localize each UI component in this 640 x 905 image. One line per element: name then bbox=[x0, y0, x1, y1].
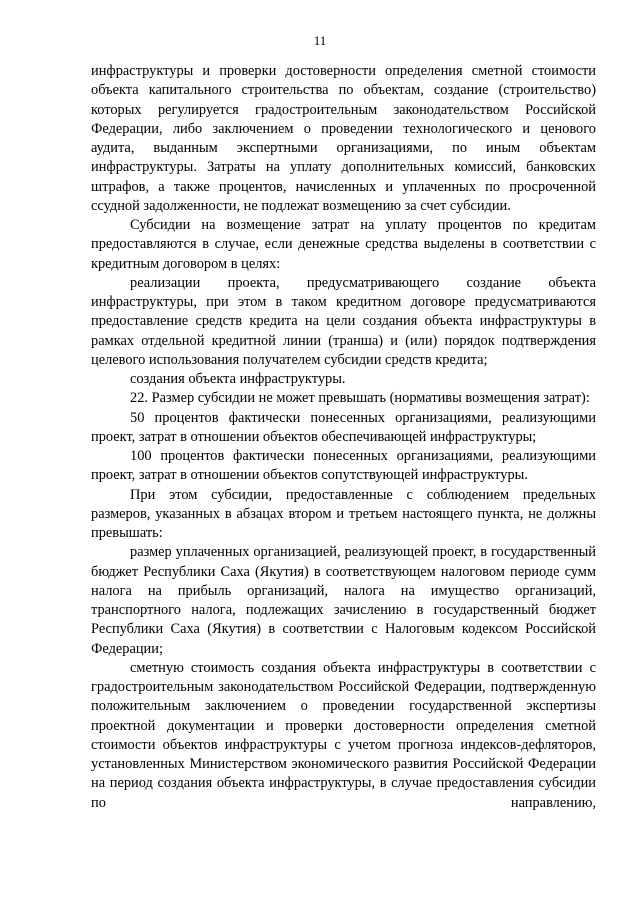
page-number: 11 bbox=[313, 33, 327, 48]
paragraph: сметную стоимость создания объекта инфраструктуры в соответствии с градостроительным законодательством Российской Федерации, подтвержденную положительным заключением о проведении государственной экспертизы проектной документации и проверки достоверности определения сметной стоимости объектов инфраструктуры с учетом прогноза индексов-дефляторов, установленных Министерством экономического развития Российской Федерации на период создания объекта инфраструктуры, в случае предоставления субсидии по направлению, bbox=[91, 659, 596, 811]
paragraph: Субсидии на возмещение затрат на уплату процентов по кредитам предоставляются в случае, если денежные средства выделены в соответствии с кредитным договором в целях: bbox=[91, 217, 596, 272]
paragraph: инфраструктуры и проверки достоверности определения сметной стоимости объекта капитального строительства по объектам, создание (строительство) которых регулируется градостроительным законодательством Российской Федерации, либо заключением о проведении технологического и ценового аудита, выданным экспертными организациями, по иным объектам инфраструктуры. Затраты на уплату дополнительных комиссий, банковских штрафов, а также процентов, начисленных и уплаченных по просроченной ссудной задолженности, не подлежат возмещению за счет субсидии. bbox=[91, 63, 596, 214]
paragraph: создания объекта инфраструктуры. bbox=[130, 371, 346, 387]
paragraph: реализации проекта, предусматривающего создание объекта инфраструктуры, при этом в таком кредитном договоре предусматриваются предоставление средств кредита на цели создания объекта инфраструктуры в рамках отдельной кредитной линии (транша) и (или) порядок подтверждения целевого использования получателем субсидии средств кредита; bbox=[91, 274, 596, 368]
paragraph: 100 процентов фактически понесенных организациями, реализующими проект, затрат в отношении объектов сопутствующей инфраструктуры. bbox=[91, 448, 596, 484]
paragraph: 50 процентов фактически понесенных организациями, реализующими проект, затрат в отношении объектов обеспечивающей инфраструктуры; bbox=[91, 409, 596, 445]
paragraph: При этом субсидии, предоставленные с соблюдением предельных размеров, указанных в абзацах втором и третьем настоящего пункта, не должны превышать: bbox=[91, 486, 596, 541]
document-body bbox=[91, 62, 596, 813]
paragraph: 22. Размер субсидии не может превышать (нормативы возмещения затрат): bbox=[130, 390, 590, 407]
paragraph: размер уплаченных организацией, реализующей проект, в государственный бюджет Республики Саха (Якутия) в соответствующем налоговом периоде сумм налога на прибыль организаций, налога на имущество организаций, транспортного налога, подлежащих зачислению в государственный бюджет Республики Саха (Якутия) в соответствии с Налоговым кодексом Российской Федерации; bbox=[91, 544, 596, 657]
